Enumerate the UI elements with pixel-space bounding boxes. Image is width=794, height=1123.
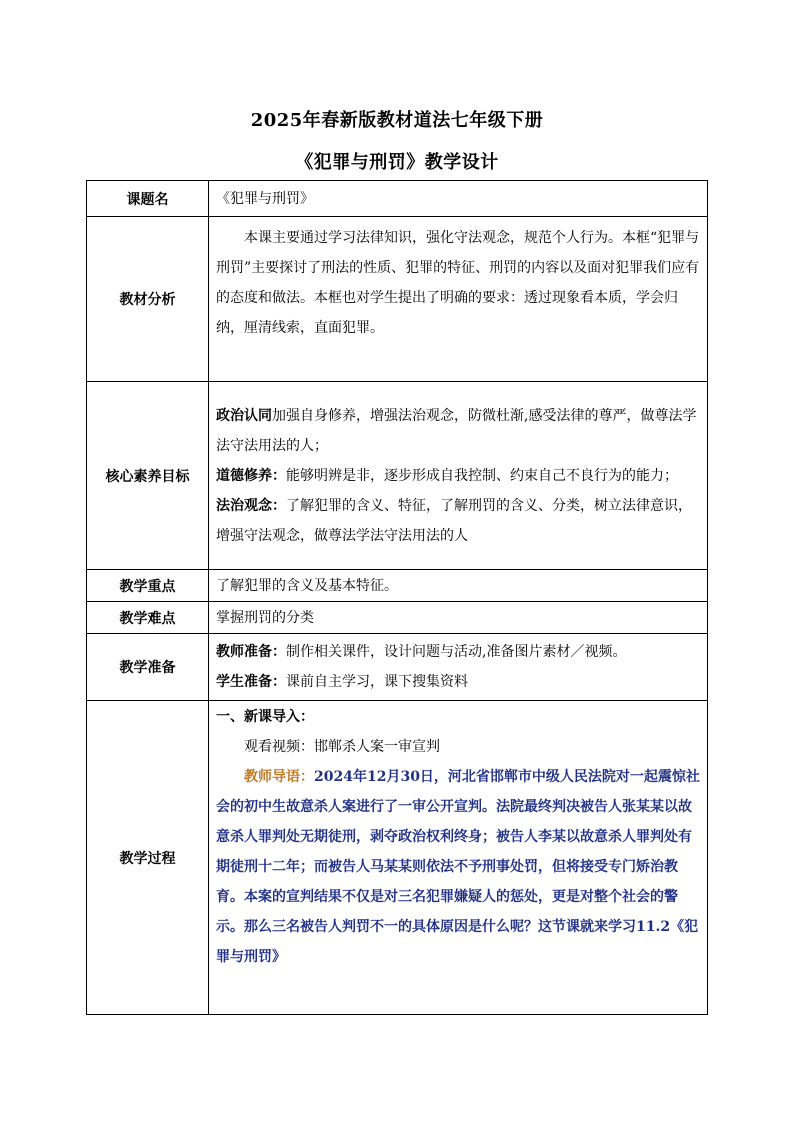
value-key-point: 了解犯罪的含义及基本特征。: [209, 570, 708, 602]
value-difficulty: 掌握刑罚的分类: [209, 602, 708, 634]
process-section-heading: 一、新课导入：: [216, 709, 314, 725]
goal-key: 道德修养：: [216, 467, 286, 484]
goal-item: [216, 401, 700, 461]
value-prep: [209, 634, 708, 701]
label-process: 教学过程: [87, 701, 209, 1015]
value-topic: 《犯罪与刑罚》: [209, 181, 708, 217]
label-key-point: 教学重点: [87, 570, 209, 602]
row-prep: [87, 634, 708, 701]
doc-subtitle: 《犯罪与刑罚》教学设计: [295, 152, 499, 173]
row-analysis: [87, 217, 708, 382]
label-prep: 教学准备: [87, 634, 209, 701]
process-video: 观看视频：邯郸杀人案一审宣判: [244, 739, 440, 755]
lesson-plan-table: [86, 180, 708, 1015]
label-topic: 课题名: [87, 181, 209, 217]
goal-key: 法治观念：: [216, 497, 286, 514]
prep-teacher-text: 制作相关课件，设计问题与活动,准备图片素材／视频。: [286, 644, 627, 660]
goal-text: 加强自身修养，增强法治观念，防微杜渐,感受法律的尊严，做尊法学法守法用法的人；: [216, 407, 697, 454]
guide-text: 2024年12月30日，河北省邯郸市中级人民法院对一起震惊社会的初中生故意杀人案进行了一审公开宣判。法院最终判决被告人张某某以故意杀人罪判处无期徒刑，剥夺政治权利终身；被告人李某以故意杀人罪判处有期徒刑十二年；而被告人马某某则依法不予刑事处罚，但将接受专门矫治教育。本案的宣判结果不仅是对三名犯罪嫌疑人的惩处，更是对整个社会的警示。那么三名被告人判罚不一的具体原因是什么呢？这节课就来学习11.2《犯罪与刑罚》: [216, 769, 700, 965]
label-analysis: 教材分析: [87, 217, 209, 382]
analysis-text: 本课主要通过学习法律知识，强化守法观念，规范个人行为。本框“犯罪与刑罚”主要探讨了刑法的性质、犯罪的特征、刑罚的内容以及面对犯罪我们应有的态度和做法。本框也对学生提出了明确的要求：透过现象看本质，学会归纳，厘清线索，直面犯罪。: [216, 230, 700, 336]
value-process: [209, 701, 708, 1015]
goal-text: 能够明辨是非，逐步形成自我控制、约束自己不良行为的能力；: [286, 467, 678, 484]
process-guide: [216, 762, 700, 972]
row-difficulty: [87, 602, 708, 634]
goal-text: 了解犯罪的含义、特征，了解刑罚的含义、分类，树立法律意识，增强守法观念，做尊法学法守法用法的人: [216, 497, 692, 544]
guide-key: 教师导语：: [244, 769, 314, 785]
row-goals: [87, 382, 708, 570]
goal-item: [216, 461, 700, 491]
prep-teacher-key: 教师准备：: [216, 644, 286, 660]
doc-title: 2025年春新版教材道法七年级下册: [250, 110, 544, 131]
row-key-point: [87, 570, 708, 602]
prep-teacher: [216, 637, 700, 667]
value-analysis: [209, 217, 708, 382]
label-goals: 核心素养目标: [87, 382, 209, 570]
goal-key: 政治认同: [216, 407, 272, 424]
row-process: [87, 701, 708, 1015]
prep-student: [216, 667, 700, 697]
row-topic: [87, 181, 708, 217]
value-goals: [209, 382, 708, 570]
goal-item: [216, 491, 700, 551]
prep-student-key: 学生准备：: [216, 674, 286, 690]
prep-student-text: 课前自主学习，课下搜集资料: [286, 674, 468, 690]
label-difficulty: 教学难点: [87, 602, 209, 634]
